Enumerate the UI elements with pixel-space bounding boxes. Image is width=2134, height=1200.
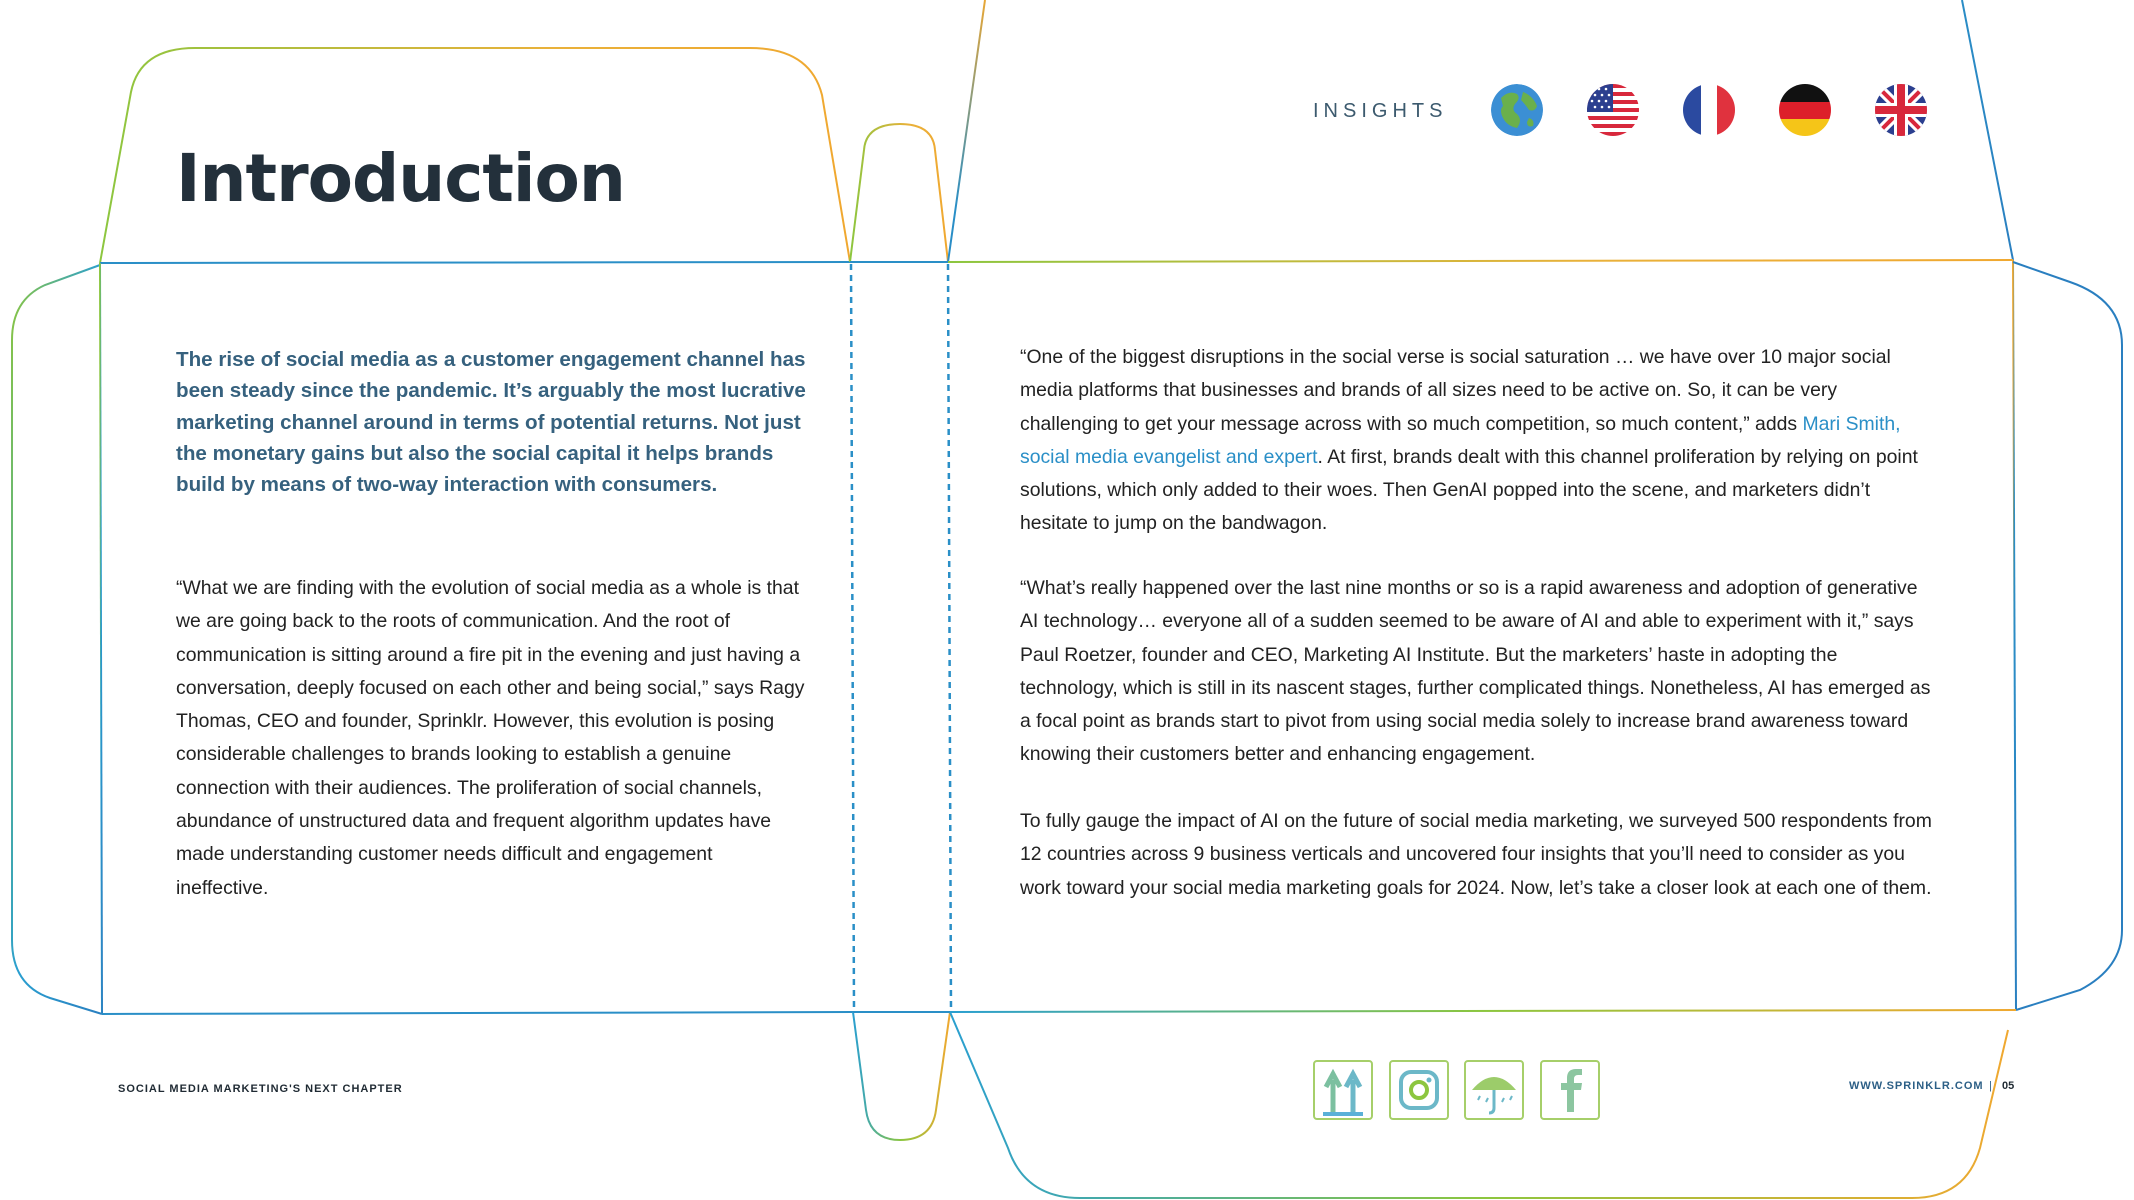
right-paragraph-1-before: “One of the biggest disruptions in the social verse is social saturation … we have over 10 major social media platforms that businesses and brands of all sizes need to be active on. So, it can be very challenging to get your message across with so much competition, so much content,” adds [1020, 346, 1891, 435]
france-flag-icon[interactable] [1683, 84, 1735, 136]
footer-separator: | [1989, 1080, 1992, 1092]
insights-label: INSIGHTS [1313, 100, 1448, 122]
right-flap-outline [2013, 262, 2122, 1010]
uk-flag-icon[interactable] [1875, 84, 1927, 136]
middle-top-tab-outline [850, 124, 948, 262]
footer-publication-title: SOCIAL MEDIA MARKETING'S NEXT CHAPTER [118, 1083, 403, 1095]
right-paragraph-1-after: . At first, brands dealt with this channel proliferation by relying on point solutions, which only added to their woes. Then GenAI popped into the scene, and marketers didn’t hesitate to jump on the bandwagon. [1020, 445, 1918, 535]
right-paragraph-1 [1020, 341, 1940, 541]
intro-lead-paragraph: The rise of social media as a customer engagement channel has been steady since the pandemic. It’s arguably the most lucrative marketing channel around in terms of potential returns. Not just the monetary gains but also the social capital it helps brands build by means of two-way interaction with consumers. [176, 348, 806, 497]
middle-bottom-tab-outline [853, 1012, 950, 1140]
fold-line-left [851, 264, 854, 1010]
facebook-icon [1540, 1060, 1600, 1120]
fold-line-right [948, 264, 951, 1010]
page-title: Introduction [176, 140, 625, 217]
right-top-flap-outline [948, 0, 2013, 262]
right-paragraph-3: To fully gauge the impact of AI on the future of social media marketing, we surveyed 500 respondents from 12 countries across 9 business verticals and uncovered four insights that you’ll need to consider as you work toward your social media marketing goals for 2024. Now, let’s take a closer look at each one of them. [1020, 810, 1932, 899]
left-flap-outline [12, 265, 102, 1014]
instagram-icon [1389, 1060, 1449, 1120]
globe-icon[interactable] [1491, 84, 1543, 136]
umbrella-icon [1464, 1060, 1524, 1120]
this-side-up-icon [1313, 1060, 1373, 1120]
germany-flag-icon[interactable] [1779, 84, 1831, 136]
footer-website-link[interactable]: WWW.SPRINKLR.COM [1849, 1080, 1984, 1092]
us-flag-icon[interactable] [1587, 84, 1639, 136]
right-paragraph-2: “What’s really happened over the last nine months or so is a rapid awareness and adoption of generative AI technology… everyone all of a sudden seemed to be aware of AI and able to experiment with it,” says Paul Roetzer, founder and CEO, Marketing AI Institute. But the marketers’ haste in adopting the technology, which is still in its nascent stages, further complicated things. Nonetheless, AI has emerged as a focal point as brands start to pivot from using social media solely to increase brand awareness toward knowing their customers better and enhancing engagement. [1020, 577, 1931, 766]
page-number: 05 [2002, 1080, 2015, 1092]
intro-body-paragraph: “What we are finding with the evolution of social media as a whole is that we are going back to the roots of communication. And the root of communication is sitting around a fire pit in the evening and just having a conversation, deeply focused on each other and being social,” says Ragy Thomas, CEO and founder, Sprinklr. However, this evolution is posing considerable challenges to brands looking to establish a genuine connection with their audiences. The proliferation of social channels, abundance of unstructured data and frequent algorithm updates have made understanding customer needs difficult and engagement ineffective. [176, 577, 805, 899]
mari-smith-link[interactable]: Mari Smith, social media evangelist and expert [1020, 412, 1901, 468]
